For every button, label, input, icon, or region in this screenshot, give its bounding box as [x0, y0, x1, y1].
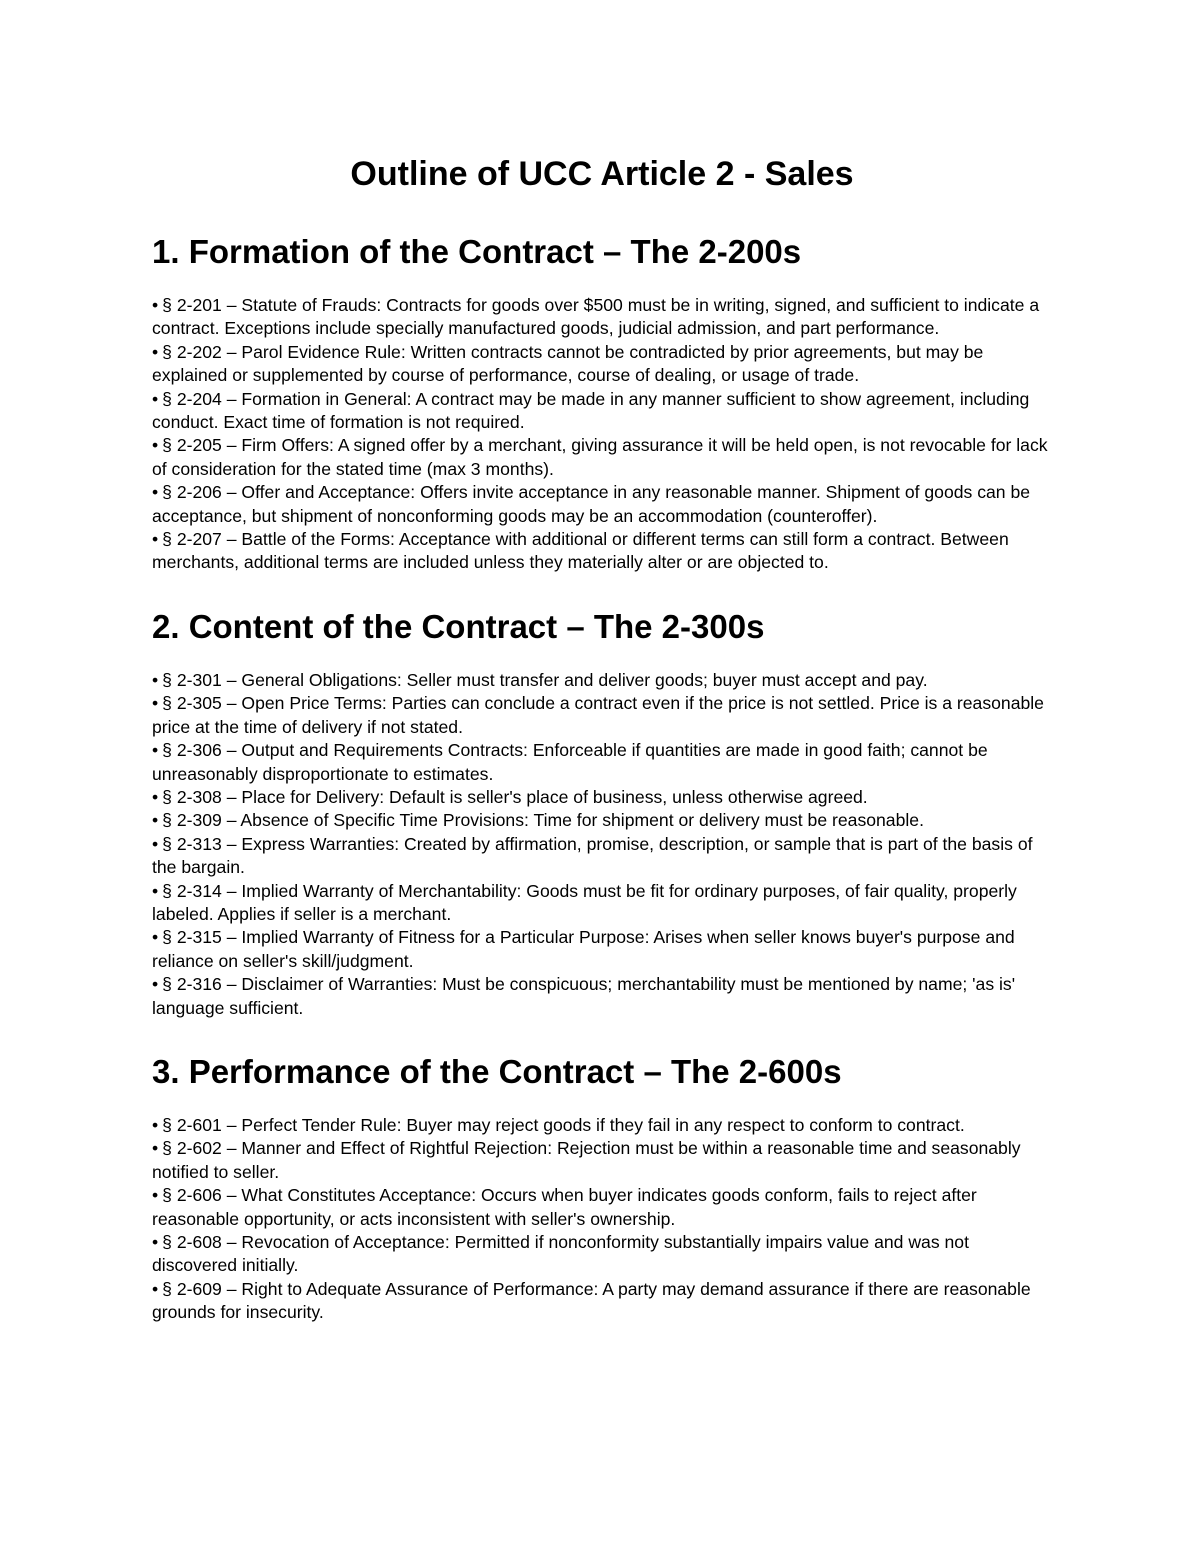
- bullet-icon: •: [152, 388, 159, 409]
- item-text: § 2-601 – Perfect Tender Rule: Buyer may reject goods if they fail in any respect to conform to contract.: [162, 1114, 965, 1135]
- bullet-icon: •: [152, 1232, 159, 1252]
- list-item: [152, 1184, 1052, 1231]
- item-text: § 2-201 – Statute of Frauds: Contracts for goods over $500 must be in writing, signed, and sufficient to indicate a contract. Exceptions include specially manufactured goods, judicial admission, and part performance.: [152, 295, 1040, 339]
- item-text: § 2-316 – Disclaimer of Warranties: Must be conspicuous; merchantability must be mentioned by name; 'as is' language sufficient.: [152, 974, 1016, 1018]
- list-item: [152, 973, 1052, 1020]
- list-item: [152, 434, 1052, 481]
- item-text: § 2-202 – Parol Evidence Rule: Written contracts cannot be contradicted by prior agreements, but may be explained or supplemented by course of performance, course of dealing, or usage of trade.: [152, 341, 984, 386]
- section-content: [152, 605, 1052, 1020]
- section-formation: [152, 230, 1052, 575]
- section-item-list: [152, 294, 1052, 575]
- list-item: [152, 1278, 1052, 1325]
- bullet-icon: •: [152, 482, 159, 503]
- item-text: § 2-608 – Revocation of Acceptance: Permitted if nonconformity substantially impairs value and was not discovered initially.: [152, 1232, 969, 1276]
- list-item: [152, 341, 1052, 388]
- section-item-list: [152, 1114, 1052, 1325]
- bullet-icon: •: [152, 740, 159, 761]
- bullet-icon: •: [152, 435, 159, 456]
- section-heading: 1. Formation of the Contract – The 2-200s: [152, 233, 802, 270]
- item-text: § 2-301 – General Obligations: Seller must transfer and deliver goods; buyer must accept and pay.: [162, 669, 928, 690]
- list-item: [152, 1114, 1052, 1137]
- item-text: § 2-308 – Place for Delivery: Default is seller's place of business, unless otherwise agreed.: [162, 786, 868, 807]
- item-text: § 2-609 – Right to Adequate Assurance of Performance: A party may demand assurance if there are reasonable grounds for insecurity.: [152, 1278, 1031, 1323]
- list-item: [152, 739, 1052, 786]
- list-item: [152, 833, 1052, 880]
- section-item-list: [152, 669, 1052, 1020]
- section-heading: 3. Performance of the Contract – The 2-600s: [152, 1052, 842, 1090]
- list-item: [152, 880, 1052, 927]
- list-item: [152, 692, 1052, 739]
- list-item: [152, 1137, 1052, 1184]
- bullet-icon: •: [152, 693, 159, 714]
- list-item: [152, 669, 1052, 692]
- bullet-icon: •: [152, 833, 159, 854]
- item-text: § 2-305 – Open Price Terms: Parties can conclude a contract even if the price is not settled. Price is a reasonable price at the time of delivery if not stated.: [152, 693, 1044, 737]
- list-item: [152, 294, 1052, 341]
- item-text: § 2-309 – Absence of Specific Time Provisions: Time for shipment or delivery must be reasonable.: [162, 810, 924, 831]
- document-title: Outline of UCC Article 2 - Sales: [350, 155, 854, 193]
- item-text: § 2-313 – Express Warranties: Created by affirmation, promise, description, or sample that is part of the basis of the bargain.: [152, 833, 1033, 878]
- item-text: § 2-206 – Offer and Acceptance: Offers invite acceptance in any reasonable manner. Shipment of goods can be acceptance, but shipment of nonconforming goods may be an accommodation (counteroffer).: [152, 482, 1031, 526]
- bullet-icon: •: [152, 1185, 159, 1206]
- bullet-icon: •: [152, 1138, 159, 1159]
- bullet-icon: •: [152, 669, 159, 690]
- list-item: [152, 481, 1052, 528]
- bullet-icon: •: [152, 1114, 159, 1135]
- bullet-icon: •: [152, 529, 159, 550]
- list-item: [152, 388, 1052, 435]
- bullet-icon: •: [152, 786, 159, 807]
- bullet-icon: •: [152, 974, 159, 995]
- list-item: [152, 786, 1052, 809]
- bullet-icon: •: [152, 880, 159, 901]
- item-text: § 2-602 – Manner and Effect of Rightful Rejection: Rejection must be within a reasonable time and seasonably notified to seller.: [152, 1138, 1021, 1182]
- list-item: [152, 809, 1052, 832]
- bullet-icon: •: [152, 1278, 159, 1299]
- item-text: § 2-306 – Output and Requirements Contracts: Enforceable if quantities are made in good faith; cannot be unreasonably disproportionate to estimates.: [152, 740, 988, 784]
- item-text: § 2-606 – What Constitutes Acceptance: Occurs when buyer indicates goods conform, fails to reject after reasonable opportunity, or acts inconsistent with seller's ownership.: [152, 1185, 977, 1229]
- item-text: § 2-315 – Implied Warranty of Fitness for a Particular Purpose: Arises when seller knows buyer's purpose and reliance on seller's skill/judgment.: [152, 927, 1015, 971]
- list-item: [152, 926, 1052, 973]
- bullet-icon: •: [152, 341, 159, 362]
- item-text: § 2-207 – Battle of the Forms: Acceptance with additional or different terms can still form a contract. Between merchants, additional terms are included unless they materially alter or are objected to.: [152, 529, 1009, 573]
- list-item: [152, 528, 1052, 575]
- bullet-icon: •: [152, 810, 159, 831]
- document-page: [152, 152, 1052, 1355]
- item-text: § 2-314 – Implied Warranty of Merchantability: Goods must be fit for ordinary purposes, of fair quality, properly labeled. Applies if seller is a merchant.: [152, 880, 1017, 924]
- bullet-icon: •: [152, 295, 159, 315]
- item-text: § 2-205 – Firm Offers: A signed offer by a merchant, giving assurance it will be held open, is not revocable for lack of consideration for the stated time (max 3 months).: [152, 435, 1048, 479]
- item-text: § 2-204 – Formation in General: A contract may be made in any manner sufficient to show agreement, including conduct. Exact time of formation is not required.: [152, 388, 1030, 433]
- section-heading: 2. Content of the Contract – The 2-300s: [152, 607, 765, 645]
- section-performance: [152, 1050, 1052, 1325]
- bullet-icon: •: [152, 927, 159, 948]
- list-item: [152, 1231, 1052, 1278]
